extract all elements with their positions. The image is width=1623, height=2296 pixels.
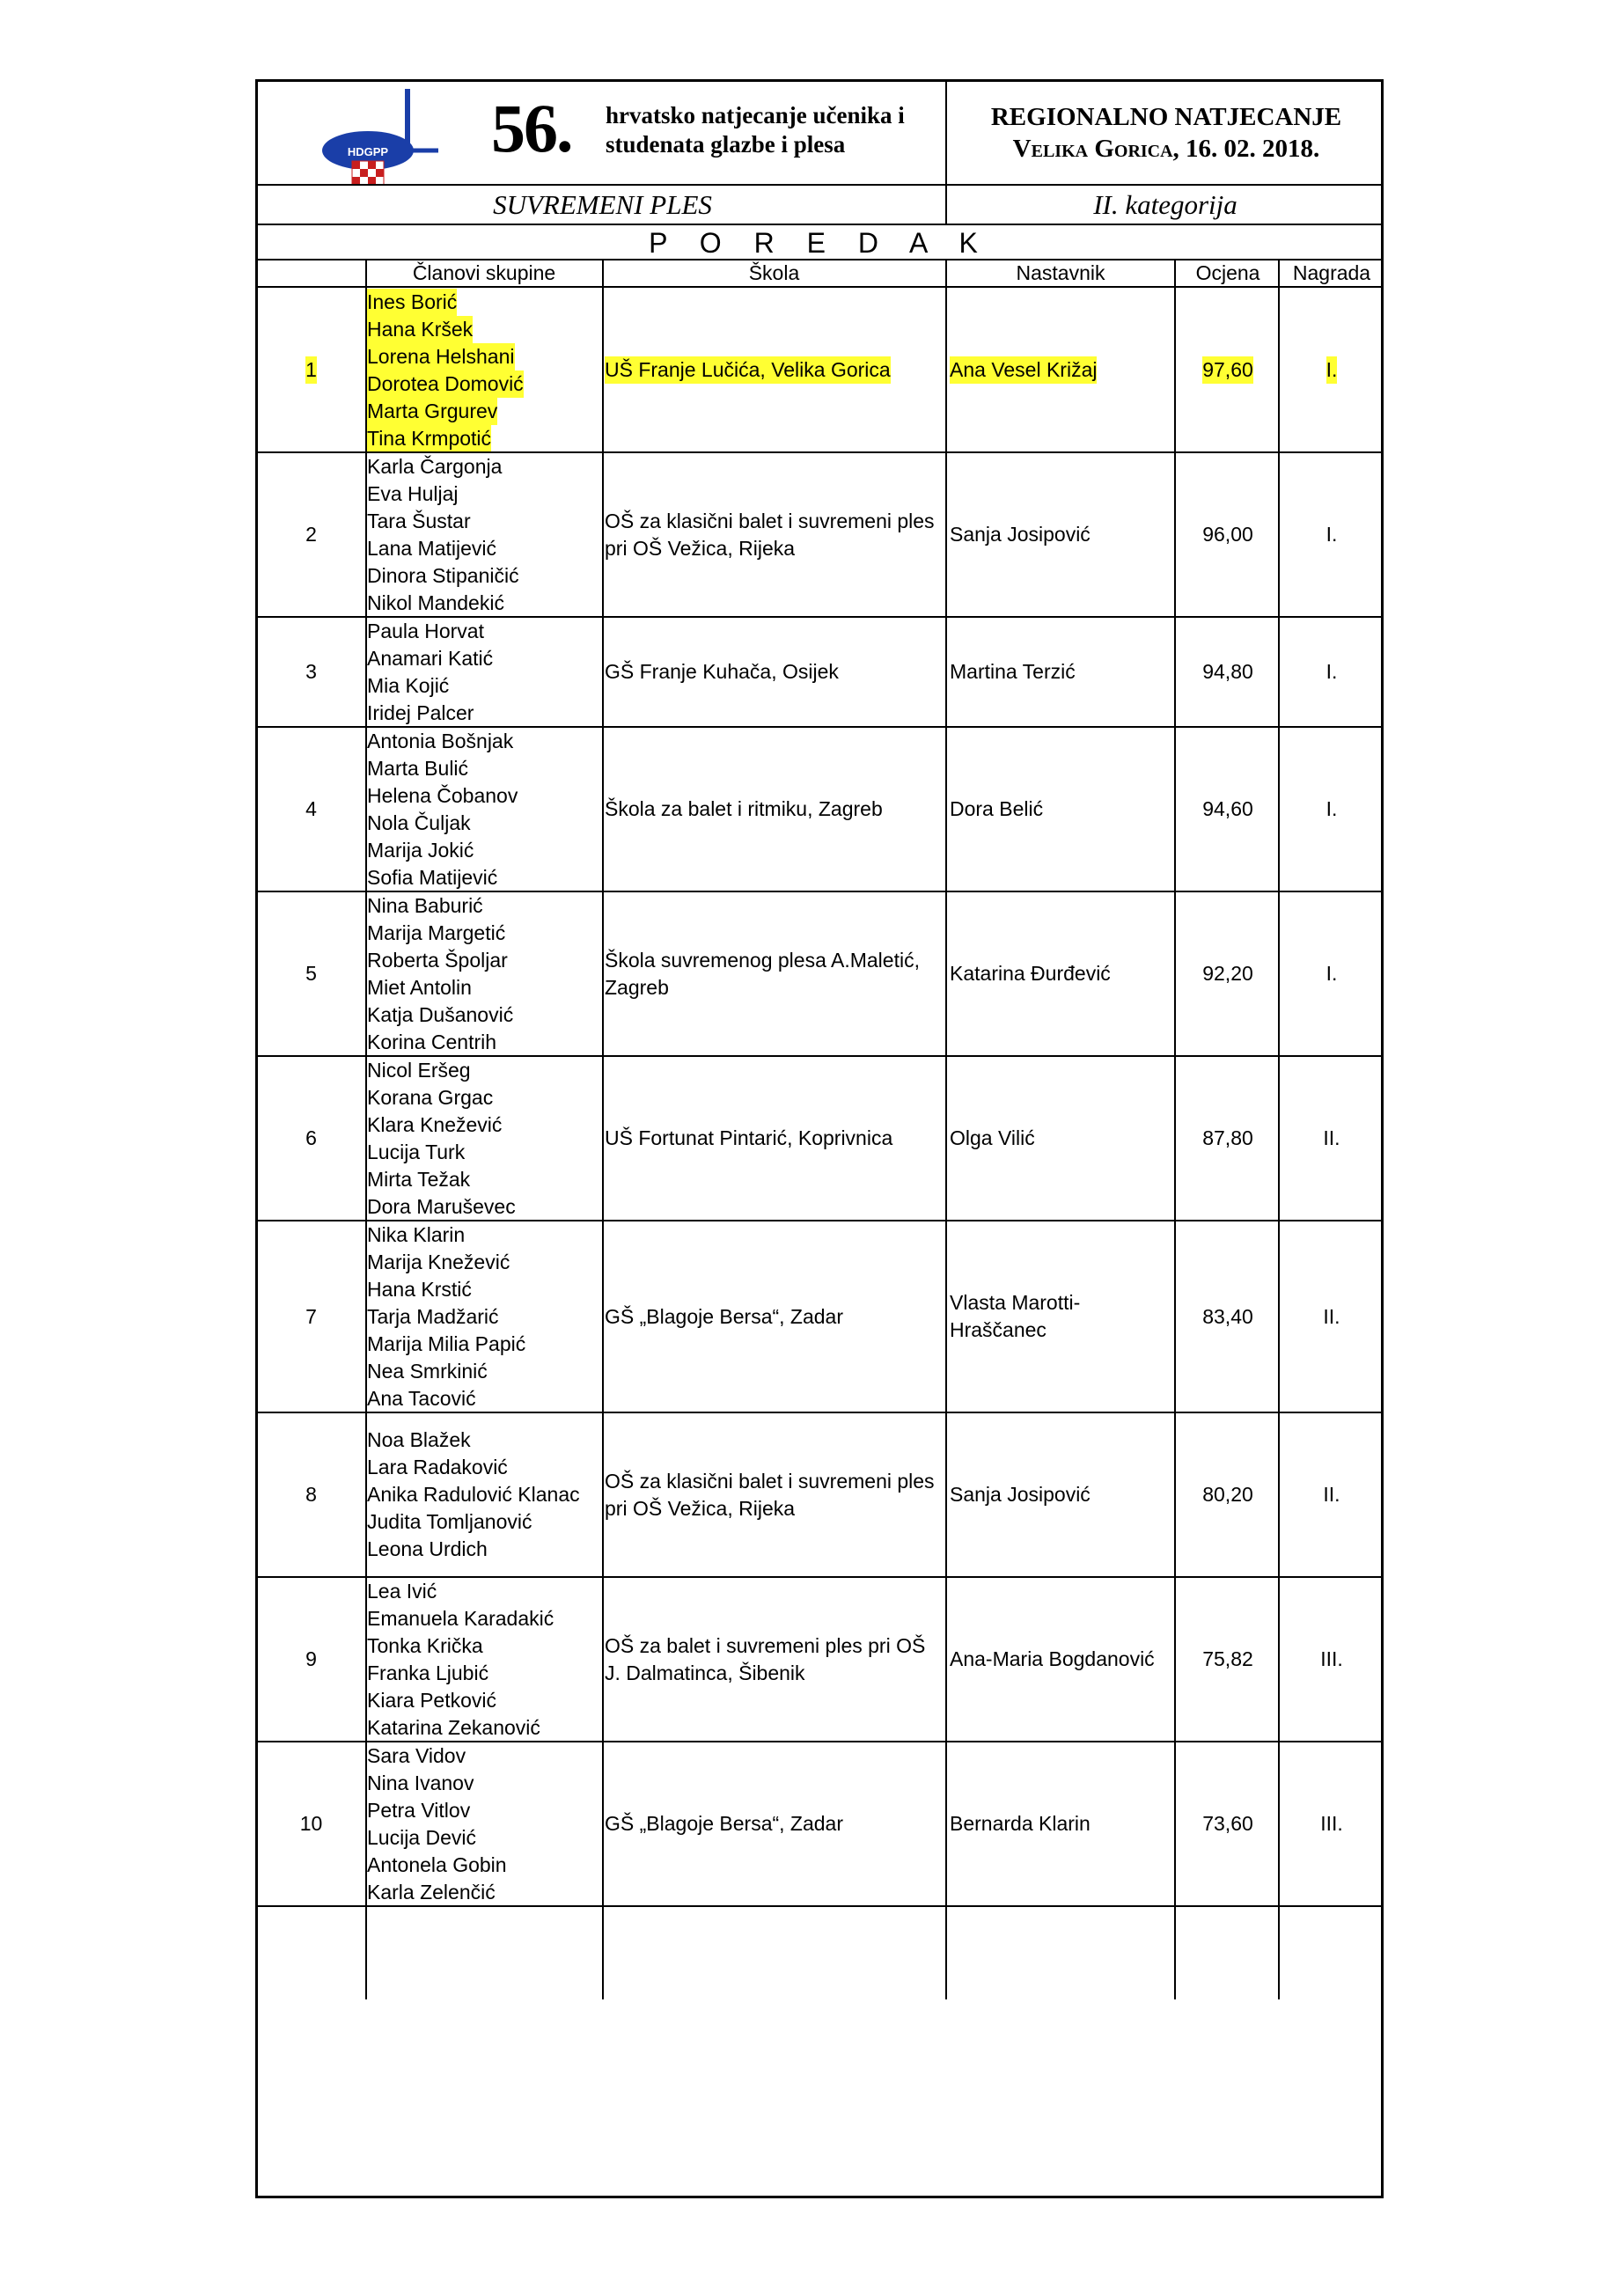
member-name: Marija Jokić — [367, 838, 474, 862]
member-name: Antonia Bošnjak — [367, 729, 514, 752]
member-name: Tonka Krička — [367, 1633, 483, 1657]
teacher-cell-text: Katarina Đurđević — [950, 962, 1111, 985]
member-name: Marta Grgurev — [367, 398, 497, 425]
member-name: Dinora Stipaničić — [367, 563, 519, 587]
rank-cell-text: 6 — [305, 1126, 317, 1149]
member-name: Anamari Katić — [367, 646, 494, 670]
member-name: Tarja Madžarić — [367, 1304, 499, 1328]
award-cell — [1281, 1742, 1383, 1906]
member-name: Marija Knežević — [367, 1250, 510, 1273]
teacher-cell — [950, 1742, 1173, 1906]
rank-cell-text: 2 — [305, 523, 317, 546]
school-cell-text: Škola za balet i ritmiku, Zagreb — [605, 797, 883, 820]
school-cell — [605, 1412, 944, 1577]
score-cell-text: 83,40 — [1202, 1304, 1253, 1328]
discipline-label: SUVREMENI PLES — [493, 189, 712, 220]
member-name: Karla Zelenčić — [367, 1880, 496, 1904]
column-header-school: Škola — [748, 261, 800, 284]
award-cell-text: I. — [1326, 797, 1338, 820]
results-sheet — [255, 79, 1384, 2198]
school-cell-text: GŠ „Blagoje Bersa“, Zadar — [605, 1812, 844, 1835]
score-cell — [1177, 1056, 1279, 1221]
teacher-cell-text: Olga Vilić — [950, 1126, 1035, 1149]
school-cell-text: OŠ za klasični balet i suvremeni ples pri OŠ Vežica, Rijeka — [605, 1469, 935, 1520]
school-cell-text: OŠ za balet i suvremeni ples pri OŠ J. Dalmatinca, Šibenik — [605, 1633, 926, 1684]
member-name: Roberta Špoljar — [367, 948, 508, 972]
school-cell — [605, 727, 944, 891]
member-name: Iridej Palcer — [367, 701, 474, 724]
members-cell — [367, 891, 601, 1056]
table-row — [258, 617, 1381, 727]
teacher-cell-text: Bernarda Klarin — [950, 1812, 1091, 1835]
members-cell — [367, 1577, 601, 1742]
member-name: Tina Krmpotić — [367, 425, 491, 452]
table-row — [258, 1577, 1381, 1742]
rank-cell-text: 1 — [305, 356, 317, 384]
rank-cell-text: 10 — [299, 1812, 323, 1835]
award-cell — [1281, 617, 1383, 727]
member-name: Petra Vitlov — [367, 1798, 471, 1822]
award-cell-text: I. — [1326, 962, 1338, 985]
member-name: Lana Matijević — [367, 536, 497, 560]
award-cell-text: III. — [1320, 1647, 1343, 1670]
member-name: Ines Borić — [367, 289, 457, 316]
teacher-cell — [950, 617, 1173, 727]
rank-cell — [258, 1056, 364, 1221]
member-name: Karla Čargonja — [367, 454, 503, 478]
member-name: Marija Margetić — [367, 921, 506, 944]
member-name: Korina Centrih — [367, 1030, 497, 1053]
teacher-cell — [950, 891, 1173, 1056]
member-name: Leona Urdich — [367, 1537, 488, 1560]
score-cell-text: 94,60 — [1202, 797, 1253, 820]
members-cell — [367, 1056, 601, 1221]
member-name: Tara Šustar — [367, 509, 471, 532]
school-cell-text: OŠ za klasični balet i suvremeni ples pri OŠ Vežica, Rijeka — [605, 509, 935, 560]
award-cell — [1281, 1221, 1383, 1412]
score-cell-text: 75,82 — [1202, 1647, 1253, 1670]
school-cell-text: GŠ „Blagoje Bersa“, Zadar — [605, 1304, 844, 1328]
teacher-cell-text: Sanja Josipović — [950, 523, 1091, 546]
rank-cell — [258, 1577, 364, 1742]
award-cell-text: II. — [1323, 1126, 1340, 1149]
school-cell — [605, 891, 944, 1056]
score-cell-text: 92,20 — [1202, 962, 1253, 985]
award-cell-text: I. — [1326, 660, 1338, 683]
member-name: Hana Krstić — [367, 1277, 472, 1301]
member-name: Emanuela Karadakić — [367, 1606, 554, 1630]
teacher-cell-text: Ana-Maria Bogdanović — [950, 1647, 1155, 1670]
rank-cell — [258, 1742, 364, 1906]
rank-cell — [258, 1412, 364, 1577]
school-cell — [605, 288, 944, 452]
members-cell — [367, 727, 601, 891]
teacher-cell-text: Martina Terzić — [950, 660, 1076, 683]
award-cell — [1281, 727, 1383, 891]
rank-cell-text: 3 — [305, 660, 317, 683]
column-header-score: Ocjena — [1195, 261, 1260, 284]
member-name: Nola Čuljak — [367, 811, 471, 834]
members-cell — [367, 617, 601, 727]
score-cell — [1177, 891, 1279, 1056]
award-cell — [1281, 1056, 1383, 1221]
rank-cell — [258, 1221, 364, 1412]
score-cell — [1177, 452, 1279, 617]
table-row — [258, 1742, 1381, 1906]
table-row — [258, 891, 1381, 1056]
award-cell-text: II. — [1323, 1483, 1340, 1506]
score-cell-text: 96,00 — [1202, 523, 1253, 546]
score-cell — [1177, 1221, 1279, 1412]
ranking-title: P O R E D A K — [649, 227, 990, 259]
rank-cell — [258, 452, 364, 617]
member-name: Nina Ivanov — [367, 1771, 474, 1794]
school-cell — [605, 1742, 944, 1906]
table-row — [258, 1221, 1381, 1412]
rank-cell-text: 7 — [305, 1304, 317, 1328]
member-name: Lorena Helshani — [367, 343, 515, 370]
score-cell — [1177, 288, 1279, 452]
member-name: Dorotea Domović — [367, 370, 524, 398]
logo-text: HDGPP — [347, 145, 389, 158]
member-name: Nicol Eršeg — [367, 1058, 471, 1082]
score-cell — [1177, 617, 1279, 727]
edition-number: 56. — [491, 90, 572, 166]
member-name: Sara Vidov — [367, 1743, 466, 1767]
rank-cell — [258, 617, 364, 727]
school-cell-text: UŠ Fortunat Pintarić, Koprivnica — [605, 1126, 893, 1149]
score-cell-text: 87,80 — [1202, 1126, 1253, 1149]
member-name: Franka Ljubić — [367, 1661, 489, 1684]
member-name: Paula Horvat — [367, 619, 484, 642]
member-name: Helena Čobanov — [367, 783, 518, 807]
award-cell — [1281, 1412, 1383, 1577]
award-cell-text: I. — [1326, 523, 1338, 546]
member-name: Lea Ivić — [367, 1579, 437, 1603]
rank-cell-text: 8 — [305, 1483, 317, 1506]
member-name: Marija Milia Papić — [367, 1331, 526, 1355]
column-header-award: Nagrada — [1292, 261, 1371, 284]
rank-cell — [258, 288, 364, 452]
teacher-cell-text: Dora Belić — [950, 797, 1044, 820]
score-cell — [1177, 1742, 1279, 1906]
rank-cell — [258, 891, 364, 1056]
award-cell — [1281, 288, 1383, 452]
teacher-cell — [950, 1221, 1173, 1412]
table-row — [258, 452, 1381, 617]
score-cell-text: 97,60 — [1202, 356, 1253, 384]
teacher-cell — [950, 727, 1173, 891]
table-row — [258, 727, 1381, 891]
teacher-cell — [950, 452, 1173, 617]
teacher-cell-text: Ana Vesel Križaj — [950, 356, 1097, 384]
member-name: Kiara Petković — [367, 1688, 497, 1712]
rank-cell-text: 5 — [305, 962, 317, 985]
members-cell — [367, 1412, 601, 1577]
member-name: Lucija Turk — [367, 1140, 466, 1163]
table-row — [258, 1056, 1381, 1221]
member-name: Miet Antolin — [367, 975, 472, 999]
rank-cell-text: 4 — [305, 797, 317, 820]
members-cell — [367, 452, 601, 617]
member-name: Dora Maruševec — [367, 1194, 516, 1218]
members-cell — [367, 1221, 601, 1412]
hdgpp-logo-icon — [306, 82, 438, 187]
member-name: Anika Radulović Klanac — [367, 1483, 580, 1506]
member-name: Katja Dušanović — [367, 1002, 514, 1026]
school-cell-text: Škola suvremenog plesa A.Maletić, Zagreb — [605, 948, 920, 999]
teacher-cell — [950, 1412, 1173, 1577]
teacher-cell — [950, 1577, 1173, 1742]
table-row — [258, 288, 1381, 452]
member-name: Ana Tacović — [367, 1386, 476, 1410]
rank-cell-text: 9 — [305, 1647, 317, 1670]
region-location-date: Velika Gorica, 16. 02. 2018. — [1012, 135, 1320, 163]
award-cell-text: I. — [1326, 356, 1338, 384]
member-name: Mirta Težak — [367, 1167, 471, 1191]
member-name: Sofia Matijević — [367, 865, 498, 889]
score-cell — [1177, 727, 1279, 891]
school-cell-text: UŠ Franje Lučića, Velika Gorica — [605, 356, 891, 384]
school-cell — [605, 452, 944, 617]
member-name: Nika Klarin — [367, 1222, 466, 1246]
school-cell — [605, 617, 944, 727]
member-name: Hana Kršek — [367, 316, 473, 343]
member-name: Korana Grgac — [367, 1085, 494, 1109]
members-cell — [367, 1742, 601, 1906]
competition-title-line2: studenata glazbe i plesa — [606, 131, 846, 158]
score-cell-text: 80,20 — [1202, 1483, 1253, 1506]
school-cell — [605, 1221, 944, 1412]
member-name: Katarina Zekanović — [367, 1715, 540, 1739]
member-name: Mia Kojić — [367, 673, 450, 697]
member-name: Marta Bulić — [367, 756, 469, 780]
score-cell-text: 94,80 — [1202, 660, 1253, 683]
award-cell-text: III. — [1320, 1812, 1343, 1835]
teacher-cell — [950, 288, 1173, 452]
member-name: Nina Baburić — [367, 893, 483, 917]
member-name: Nea Smrkinić — [367, 1359, 488, 1383]
award-cell — [1281, 1577, 1383, 1742]
column-header-members: Članovi skupine — [412, 261, 556, 284]
member-name: Nikol Mandekić — [367, 591, 504, 614]
member-name: Eva Huljaj — [367, 481, 459, 505]
member-name: Judita Tomljanović — [367, 1510, 532, 1533]
member-name: Antonela Gobin — [367, 1852, 507, 1876]
teacher-cell-text: Vlasta Marotti-Hraščanec — [950, 1291, 1081, 1341]
school-cell — [605, 1577, 944, 1742]
award-cell — [1281, 891, 1383, 1056]
rank-cell — [258, 727, 364, 891]
member-name: Klara Knežević — [367, 1112, 503, 1136]
score-cell — [1177, 1412, 1279, 1577]
award-cell-text: II. — [1323, 1304, 1340, 1328]
column-header-teacher: Nastavnik — [1016, 261, 1105, 284]
region-title: REGIONALNO NATJECANJE — [990, 103, 1342, 131]
award-cell — [1281, 452, 1383, 617]
category-label: II. kategorija — [1093, 189, 1237, 220]
score-cell-text: 73,60 — [1202, 1812, 1253, 1835]
score-cell — [1177, 1577, 1279, 1742]
competition-title — [606, 101, 940, 159]
teacher-cell-text: Sanja Josipović — [950, 1483, 1091, 1506]
school-cell-text: GŠ Franje Kuhača, Osijek — [605, 660, 839, 683]
members-cell — [367, 288, 601, 452]
teacher-cell — [950, 1056, 1173, 1221]
table-row — [258, 1412, 1381, 1577]
member-name: Noa Blažek — [367, 1428, 471, 1451]
competition-title-line1: hrvatsko natjecanje učenika i — [606, 102, 905, 128]
row-divider — [258, 1905, 1381, 1907]
school-cell — [605, 1056, 944, 1221]
member-name: Lara Radaković — [367, 1456, 508, 1478]
member-name: Lucija Dević — [367, 1825, 476, 1849]
